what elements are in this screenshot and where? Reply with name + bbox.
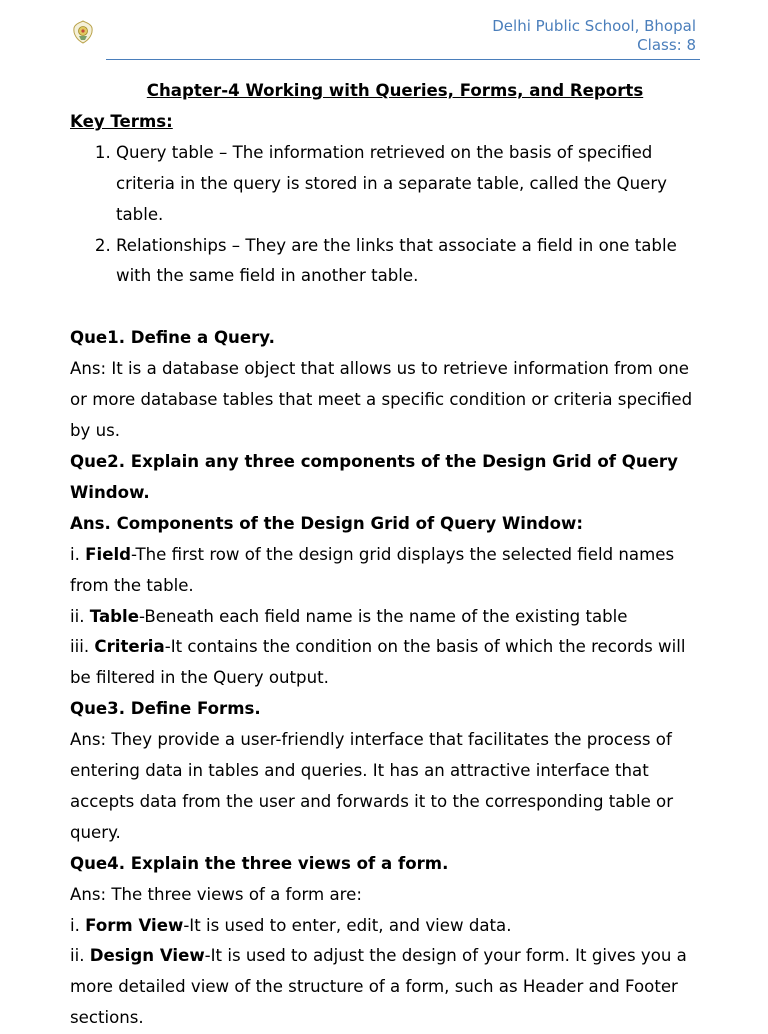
item-text: -Beneath each field name is the name of the existing table xyxy=(138,606,628,626)
chapter-title: Chapter-4 Working with Queries, Forms, and Reports xyxy=(146,81,644,100)
school-logo-icon xyxy=(72,20,94,44)
answer-2-item xyxy=(70,632,710,694)
item-prefix: iii. xyxy=(70,637,95,657)
document-body xyxy=(70,76,710,1034)
item-term: Design View xyxy=(89,946,205,966)
page-header xyxy=(0,0,768,62)
key-terms-heading: Key Terms: xyxy=(70,111,173,131)
item-term: Form View xyxy=(85,915,184,935)
class-label: Class: 8 xyxy=(637,36,696,54)
key-terms-list xyxy=(70,138,710,293)
school-name: Delhi Public School, Bhopal xyxy=(492,17,696,35)
item-text: -It is used to adjust the design of your form. It gives you a more detailed view of the structure of a form, such as Header and Footer sections. xyxy=(70,946,687,1028)
answer-3: Ans: They provide a user-friendly interface that facilitates the process of entering data in tables and queries. It has an attractive interface that accepts data from the user and forwards it to the corresponding table or query. xyxy=(70,730,674,842)
question-1: Que1. Define a Query. xyxy=(70,328,275,348)
answer-2-item xyxy=(70,602,710,633)
item-term: Field xyxy=(85,544,132,564)
question-4: Que4. Explain the three views of a form. xyxy=(70,853,449,873)
answer-4-item xyxy=(70,911,710,942)
school-info xyxy=(492,17,696,55)
spacer xyxy=(70,292,710,323)
item-text: -It is used to enter, edit, and view data. xyxy=(183,915,512,935)
item-prefix: ii. xyxy=(70,606,90,626)
item-term: Criteria xyxy=(94,637,165,657)
answer-4-intro: Ans: The three views of a form are: xyxy=(70,884,362,904)
list-item: 2. Relationships – They are the links that associate a field in one table with the same field in another table. xyxy=(116,231,710,293)
item-prefix: ii. xyxy=(70,946,90,966)
item-prefix: i. xyxy=(70,544,86,564)
item-text: -It contains the condition on the basis of which the records will be filtered in the Query output. xyxy=(70,637,686,688)
answer-2-item xyxy=(70,540,710,602)
header-divider xyxy=(106,59,700,60)
item-prefix: i. xyxy=(70,915,86,935)
question-2: Que2. Explain any three components of the Design Grid of Query Window. xyxy=(70,451,678,502)
answer-1: Ans: It is a database object that allows us to retrieve information from one or more database tables that meet a specific condition or criteria specified by us. xyxy=(70,359,693,441)
question-3: Que3. Define Forms. xyxy=(70,699,261,719)
answer-2-heading: Ans. Components of the Design Grid of Query Window: xyxy=(70,513,584,533)
list-item: 1. Query table – The information retrieved on the basis of specified criteria in the query is stored in a separate table, called the Query table. xyxy=(116,138,710,231)
item-term: Table xyxy=(89,606,139,626)
item-text: -The first row of the design grid displays the selected field names from the table. xyxy=(70,544,675,595)
answer-4-item xyxy=(70,941,710,1034)
